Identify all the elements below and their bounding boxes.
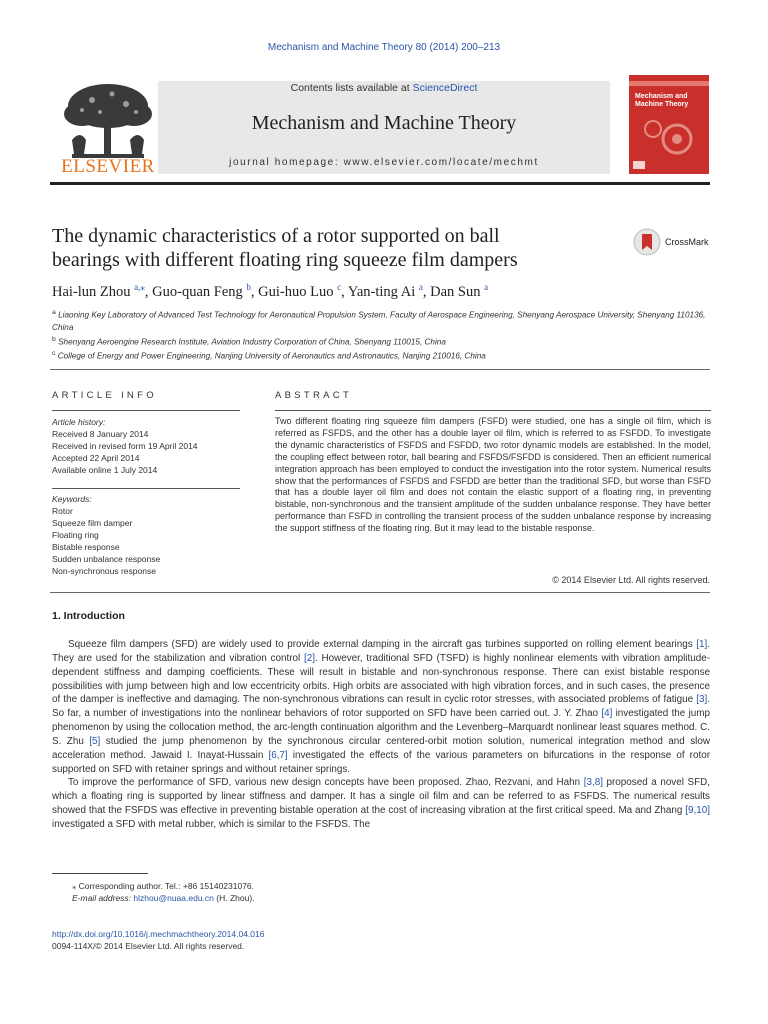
paragraph-text: . However, traditional SFD (TSFD) is highly nonlinear elements with vibration amplitude-dependent stiffness and damping coefficients. These will result in bistable and non-synchronous response. There can exist bistable response possibilities with jump between high and low eccentricity orbits. High orbits are associated with high vibration forces, and in such cases, the presence of the damper is ineffective and damaging. The non-synchronous vibrations can result in cyclic rotor stresses, with associated problems of fatigue (52, 652, 710, 706)
history-item: Available online 1 July 2014 (52, 465, 158, 475)
author-affiliation-mark[interactable]: a,⁎ (134, 282, 145, 292)
section-heading-introduction: 1. Introduction (52, 610, 125, 622)
doi-link[interactable]: http://dx.doi.org/10.1016/j.mechmachtheory.2014.04.016 (52, 929, 265, 939)
author-affiliation-mark[interactable]: a (484, 282, 489, 292)
affiliations (52, 307, 712, 363)
paragraph-text: investigated the effects of the various parameters on bifurcations in the response of rotor supported on SFD with retainer springs and without retainer springs. (52, 749, 710, 775)
author-affiliation-mark[interactable]: b (246, 282, 251, 292)
author-name[interactable]: Gui-huo Luo (258, 283, 334, 300)
issn-line: 0094-114X/© 2014 Elsevier Ltd. All rights reserved. (52, 940, 245, 951)
cover-band (629, 81, 709, 86)
keyword-item: Sudden unbalance response (52, 554, 161, 564)
keyword-item: Non-synchronous response (52, 566, 156, 576)
divider (275, 410, 711, 411)
crossmark-icon (633, 228, 661, 256)
citation-link[interactable]: [1] (696, 639, 708, 650)
affiliation-item: $^c$ College of Energy and Power Engineering, Nanjing University of Aeronautics and Astronautics, Nanjing 210016, China (52, 350, 486, 362)
divider (52, 410, 240, 411)
keyword-item: Floating ring (52, 530, 99, 540)
abstract-heading: ABSTRACT (275, 390, 353, 401)
sciencedirect-link[interactable]: ScienceDirect (412, 82, 478, 94)
history-item: Received in revised form 19 April 2014 (52, 441, 198, 451)
doi-block (52, 929, 452, 952)
paragraph-text: To improve the performance of SFD, various new design concepts have been proposed. Zhao, Rezvani, and Hahn (68, 777, 584, 789)
paragraph-text: investigated a SFD with metal rubber, which is similar to the FSFDS. The (52, 818, 371, 830)
author-name[interactable]: Dan Sun (430, 283, 481, 300)
paragraph-text: . They are used for the stabilization and vibration control (52, 639, 710, 664)
keywords-label: Keywords: (52, 494, 92, 504)
title-rule (50, 369, 710, 370)
crossmark-button[interactable] (633, 228, 713, 256)
contents-prefix: Contents lists available at (290, 82, 413, 94)
contents-line (158, 82, 610, 94)
author-affiliation-mark[interactable]: a (418, 282, 423, 292)
gear-icon (639, 117, 699, 157)
keyword-item: Squeeze film damper (52, 518, 133, 528)
history-label: Article history: (52, 417, 106, 427)
header-rule (50, 182, 710, 185)
cover-logo-icon (633, 161, 645, 169)
keyword-item: Rotor (52, 506, 73, 516)
article-title (52, 224, 612, 272)
paragraph-text: proposed a novel SFD, which a floating ring is supported by linear stiffness and damper. It has a single oil film and can be referred to as FSFDS. The numerical results showed that the FSFDS was effective in preventing bistable operation at the cost of increasing vibration at the first critical speed. Ma and Zhang (52, 777, 710, 817)
citation-link[interactable]: [9,10] (685, 805, 710, 817)
paragraph-text: investigated the jump phenomenon by using the collocation method, the arc-length continuation algorithm and the Levenberg–Marquardt nonlinear least squares method. C. S. Zhu (52, 708, 710, 747)
paragraph (52, 638, 710, 776)
email-link[interactable]: hlzhou@nuaa.edu.cn (133, 893, 214, 903)
paragraph-text: Squeeze film dampers (SFD) are widely used to provide external damping in the aircraft gas turbines supported on rolling element bearings (68, 639, 697, 650)
journal-cover-image[interactable] (629, 75, 709, 174)
keywords (52, 493, 240, 577)
paragraph-text: studied the jump phenomenon by the synchronous circular centered-orbit motion solution, numerical integration method and slow acceleration method. Jawaid I. Inayat-Hussain (52, 735, 710, 761)
abstract-text: Two different floating ring squeeze film dampers (FSFD) were studied, one has a single oil film, which is referred as FSFDS, and the other has a double layer oil film, which is referred to as FSFDD. To investigate the dynamic characteristics of FSFDS and FSFDD, two rotor dynamic models are established. In the model, the coupling effect between rotor, ball bearing and FSFDS/FSFDD is considered. Then an efficient numerical integration approach has been employed to conduct the investigation into the rotor system. Numerical results show that the performances of FSFDS and FSFDD are better than the traditional SFD, but worse than FSFD that has a double layer oil film and does not contain the elastic support of a floating ring, in preventing bistable, non-synchronous and the transient amplitude of the sudden unbalance response. They have better performance than FSFD in controlling the transient process of the sudden unbalance response by increasing the support stiffness of the floating ring. But it may lead to the bistable response. (275, 416, 711, 534)
article-history (52, 416, 240, 476)
corresponding-author-note: ⁎ Corresponding author. Tel.: +86 15140231076. (72, 881, 255, 891)
affiliation-item: $^b$ Shenyang Aeroengine Research Institute, Aviation Industry Corporation of China, Shenyang 110015, China (52, 335, 446, 347)
article-title-line1: The dynamic characteristics of a rotor supported on ball (52, 225, 500, 247)
footnote-rule (52, 873, 148, 874)
email-suffix: (H. Zhou). (213, 893, 255, 903)
author-name[interactable]: Yan-ting Ai (347, 283, 416, 300)
paragraph (52, 776, 710, 831)
author-affiliation-mark[interactable]: c (337, 282, 342, 292)
history-item: Accepted 22 April 2014 (52, 453, 140, 463)
body-text (52, 638, 710, 832)
footnotes (52, 880, 452, 904)
keyword-item: Bistable response (52, 542, 120, 552)
paragraph-text: . So far, a number of investigations into the nonlinear behaviors of rotor supported on SFD have been carried out. J. Y. Zhao (52, 694, 710, 720)
citation-link[interactable]: [3] (696, 694, 708, 706)
journal-title[interactable]: Mechanism and Machine Theory (251, 112, 517, 134)
citation-link[interactable]: [4] (601, 708, 613, 720)
article-title-line2: bearings with different floating ring squeeze film dampers (52, 249, 518, 271)
history-item: Received 8 January 2014 (52, 429, 149, 439)
citation-link[interactable]: [6,7] (268, 749, 288, 761)
journal-reference[interactable]: Mechanism and Machine Theory 80 (2014) 200–213 (267, 42, 501, 53)
author-name[interactable]: Hai-lun Zhou (52, 283, 131, 300)
author-name[interactable]: Guo-quan Feng (152, 283, 243, 300)
divider (52, 488, 240, 489)
crossmark-label: CrossMark (665, 237, 709, 247)
citation-link[interactable]: [3,8] (583, 777, 603, 789)
article-info-heading: ARTICLE INFO (52, 390, 157, 401)
elsevier-tree-logo-icon (52, 80, 164, 160)
affiliation-item: $^a$ Liaoning Key Laboratory of Advanced Test Technology for Aeronautical Propulsion System, Faculty of Aerospace Engineering, Shenyang Aerospace University, Shenyang 110136, China (52, 309, 706, 332)
divider (50, 592, 710, 593)
email-label: E-mail address: (72, 893, 134, 903)
citation-link[interactable]: [5] (89, 735, 101, 747)
copyright-notice: © 2014 Elsevier Ltd. All rights reserved. (552, 575, 710, 585)
citation-link[interactable]: [2] (303, 652, 315, 664)
cover-title: Mechanism and Machine Theory (635, 93, 689, 108)
author-list: Hai-lun Zhou $^{a,⁎}$, Guo-quan Feng $^b$, Gui-huo Luo $^c$, Yan-ting Ai $^a$, Dan Sun $^a$ (52, 282, 489, 300)
publisher-name[interactable]: ELSEVIER (61, 156, 155, 177)
email-note (52, 892, 452, 904)
journal-homepage[interactable]: journal homepage: www.elsevier.com/locate/mechmt (229, 157, 539, 168)
